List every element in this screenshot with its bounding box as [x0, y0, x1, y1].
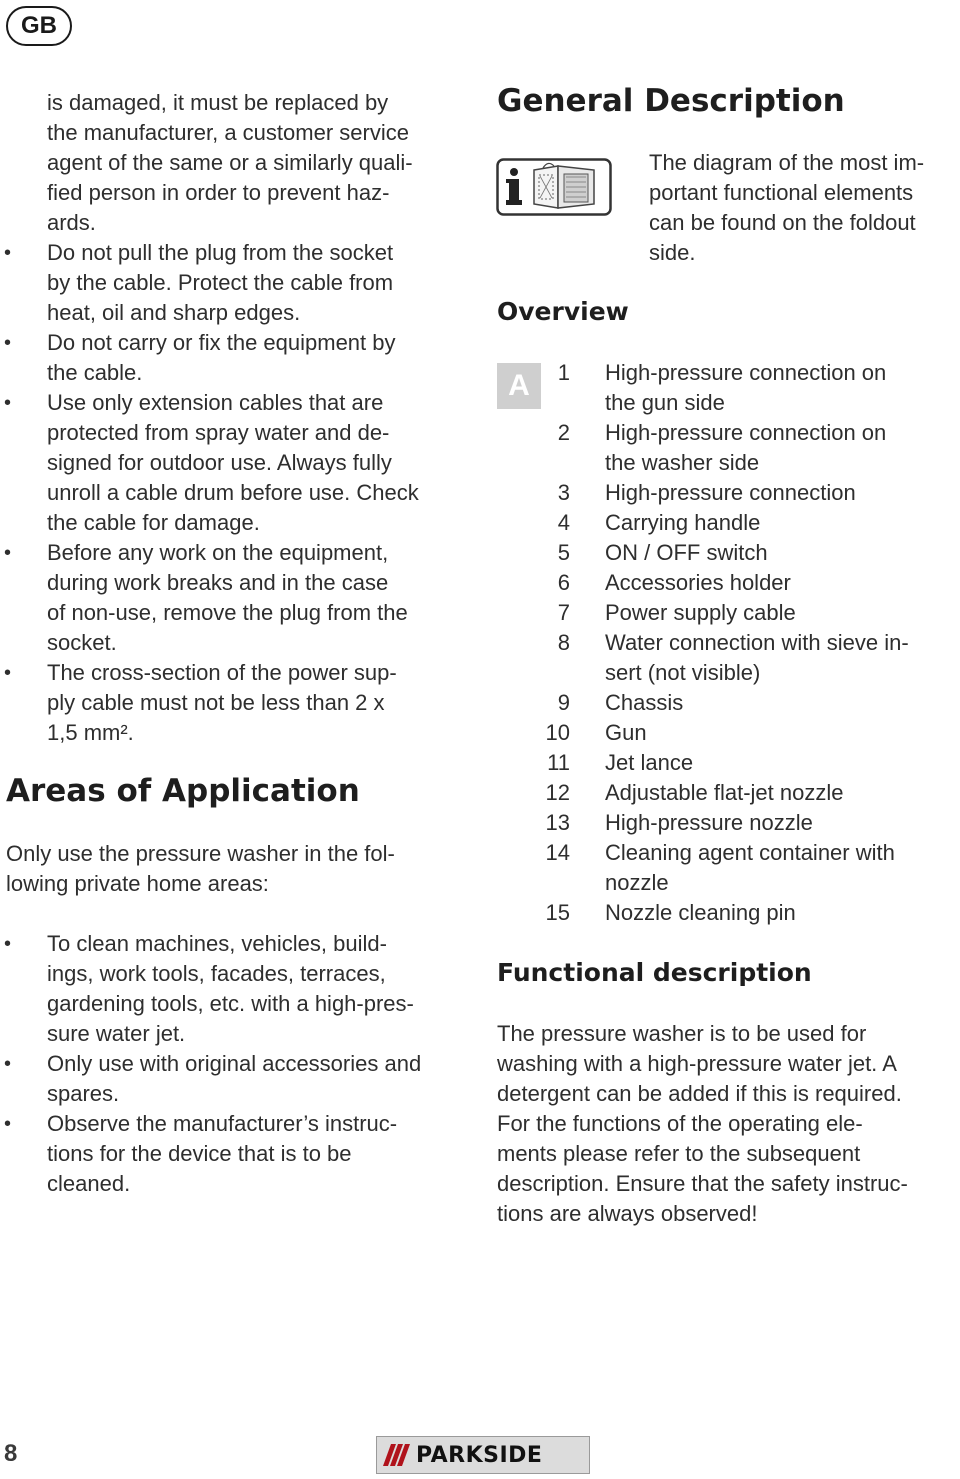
- overview-item: [497, 538, 960, 568]
- overview-item-label: Chassis: [605, 690, 684, 715]
- text-line: The cross-section of the power sup-: [47, 660, 397, 685]
- text-line: Only use the pressure washer in the fol-: [6, 841, 395, 866]
- overview-item: [497, 358, 960, 418]
- text-line: spares.: [47, 1081, 120, 1106]
- general-description-text: [649, 148, 954, 268]
- overview-item: [497, 838, 960, 898]
- overview-item-number: 3: [557, 480, 570, 505]
- safety-bullets: [0, 88, 40, 788]
- text-line: agent of the same or a similarly quali-: [47, 150, 413, 175]
- overview-item-label: ON / OFF switch: [605, 540, 768, 565]
- text-line: fied person in order to prevent haz-: [47, 180, 390, 205]
- overview-list: [497, 358, 960, 928]
- bullet-icon: •: [4, 392, 12, 414]
- text-line: is damaged, it must be replaced by: [47, 90, 389, 115]
- overview-item: [497, 598, 960, 628]
- overview-heading: Overview: [497, 297, 629, 326]
- overview-item-number: 7: [557, 600, 570, 625]
- text-line: the cable for damage.: [47, 510, 260, 535]
- overview-item-number: 5: [557, 540, 570, 565]
- bullet-icon: •: [4, 662, 12, 684]
- areas-intro-text: [6, 839, 476, 899]
- text-line: 1,5 mm².: [47, 720, 134, 745]
- overview-item-label: Water connection with sieve in-: [605, 630, 909, 655]
- overview-item-number: 1: [557, 360, 570, 385]
- overview-item: [497, 418, 960, 478]
- text-line: protected from spray water and de-: [47, 420, 390, 445]
- text-line: socket.: [47, 630, 117, 655]
- text-line: side.: [649, 240, 696, 265]
- language-badge: GB: [6, 6, 72, 46]
- brand-name: PARKSIDE: [416, 1442, 543, 1468]
- text-line: Do not carry or fix the equipment by: [47, 330, 396, 355]
- bullet-icon: •: [4, 933, 12, 955]
- parkside-logo: [376, 1436, 590, 1474]
- functional-description-text: [497, 1019, 957, 1229]
- overview-item: [497, 718, 960, 748]
- bullet-icon: •: [4, 242, 12, 264]
- overview-item-label: Jet lance: [605, 750, 694, 775]
- bullet-icon: •: [4, 1053, 12, 1075]
- text-line: The pressure washer is to be used for: [497, 1021, 867, 1046]
- overview-item-number: 10: [545, 720, 570, 745]
- safety-instructions-text: [47, 88, 477, 748]
- overview-item: [497, 568, 960, 598]
- overview-item-label: Gun: [605, 720, 647, 745]
- text-line: To clean machines, vehicles, build-: [47, 931, 387, 956]
- text-line: Use only extension cables that are: [47, 390, 384, 415]
- text-line: washing with a high-pressure water jet. A: [497, 1051, 897, 1076]
- overview-item-number: 11: [547, 750, 570, 775]
- overview-item-number: 14: [545, 840, 570, 865]
- overview-item-label: sert (not visible): [605, 660, 761, 685]
- functional-description-heading: Functional description: [497, 958, 812, 987]
- parkside-slashes-icon: [377, 1444, 406, 1466]
- areas-of-application-heading: Areas of Application: [6, 773, 360, 809]
- overview-item-label: Cleaning agent container with: [605, 840, 895, 865]
- text-line: cleaned.: [47, 1171, 131, 1196]
- overview-item-number: 15: [545, 900, 570, 925]
- overview-item-label: High-pressure nozzle: [605, 810, 813, 835]
- overview-item-number: 6: [557, 570, 570, 595]
- overview-item-label: Accessories holder: [605, 570, 791, 595]
- overview-item-number: 9: [557, 690, 570, 715]
- text-line: can be found on the foldout: [649, 210, 916, 235]
- overview-item-label: Power supply cable: [605, 600, 796, 625]
- bullet-icon: •: [4, 332, 12, 354]
- overview-item-number: 12: [545, 780, 570, 805]
- overview-item: [497, 898, 960, 928]
- text-line: description. Ensure that the safety instruc-: [497, 1171, 908, 1196]
- text-line: ments please refer to the subsequent: [497, 1141, 861, 1166]
- text-line: ply cable must not be less than 2 x: [47, 690, 385, 715]
- text-line: signed for outdoor use. Always fully: [47, 450, 392, 475]
- foldout-marker-a: A: [497, 363, 541, 409]
- text-line: For the functions of the operating ele-: [497, 1111, 863, 1136]
- text-line: unroll a cable drum before use. Check: [47, 480, 419, 505]
- text-line: heat, oil and sharp edges.: [47, 300, 301, 325]
- text-line: sure water jet.: [47, 1021, 186, 1046]
- overview-item-label: High-pressure connection: [605, 480, 856, 505]
- overview-item-label: the gun side: [605, 390, 725, 415]
- info-foldout-icon: [496, 158, 612, 216]
- overview-item: [497, 478, 960, 508]
- overview-item: [497, 748, 960, 778]
- page-number: 8: [4, 1440, 18, 1467]
- text-line: ings, work tools, facades, terraces,: [47, 961, 386, 986]
- bullet-icon: •: [4, 1113, 12, 1135]
- text-line: by the cable. Protect the cable from: [47, 270, 394, 295]
- text-line: Before any work on the equipment,: [47, 540, 389, 565]
- text-line: during work breaks and in the case: [47, 570, 389, 595]
- overview-item-label: High-pressure connection on: [605, 360, 887, 385]
- overview-item-label: High-pressure connection on: [605, 420, 887, 445]
- overview-item-label: Adjustable flat-jet nozzle: [605, 780, 844, 805]
- overview-item-number: 13: [545, 810, 570, 835]
- text-line: Do not pull the plug from the socket: [47, 240, 394, 265]
- text-line: the manufacturer, a customer service: [47, 120, 409, 145]
- overview-item-label: Nozzle cleaning pin: [605, 900, 796, 925]
- overview-item-label: Carrying handle: [605, 510, 761, 535]
- overview-item: [497, 688, 960, 718]
- text-line: Observe the manufacturer’s instruc-: [47, 1111, 398, 1136]
- text-line: detergent can be added if this is required.: [497, 1081, 902, 1106]
- text-line: the cable.: [47, 360, 143, 385]
- text-line: ards.: [47, 210, 96, 235]
- overview-item-label: the washer side: [605, 450, 760, 475]
- overview-item: [497, 778, 960, 808]
- general-description-heading: General Description: [497, 83, 845, 119]
- overview-item: [497, 808, 960, 838]
- bullet-icon: •: [4, 542, 12, 564]
- text-line: The diagram of the most im-: [649, 150, 925, 175]
- overview-item: [497, 628, 960, 688]
- overview-item-number: 8: [557, 630, 570, 655]
- overview-item-number: 4: [557, 510, 570, 535]
- overview-item-number: 2: [557, 420, 570, 445]
- text-line: of non-use, remove the plug from the: [47, 600, 408, 625]
- overview-item: [497, 508, 960, 538]
- text-line: tions are always observed!: [497, 1201, 758, 1226]
- areas-bullets: [0, 929, 40, 1209]
- text-line: lowing private home areas:: [6, 871, 269, 896]
- text-line: Only use with original accessories and: [47, 1051, 422, 1076]
- text-line: tions for the device that is to be: [47, 1141, 352, 1166]
- text-line: portant functional elements: [649, 180, 914, 205]
- overview-item-label: nozzle: [605, 870, 669, 895]
- areas-list-text: [47, 929, 477, 1199]
- text-line: gardening tools, etc. with a high-pres-: [47, 991, 414, 1016]
